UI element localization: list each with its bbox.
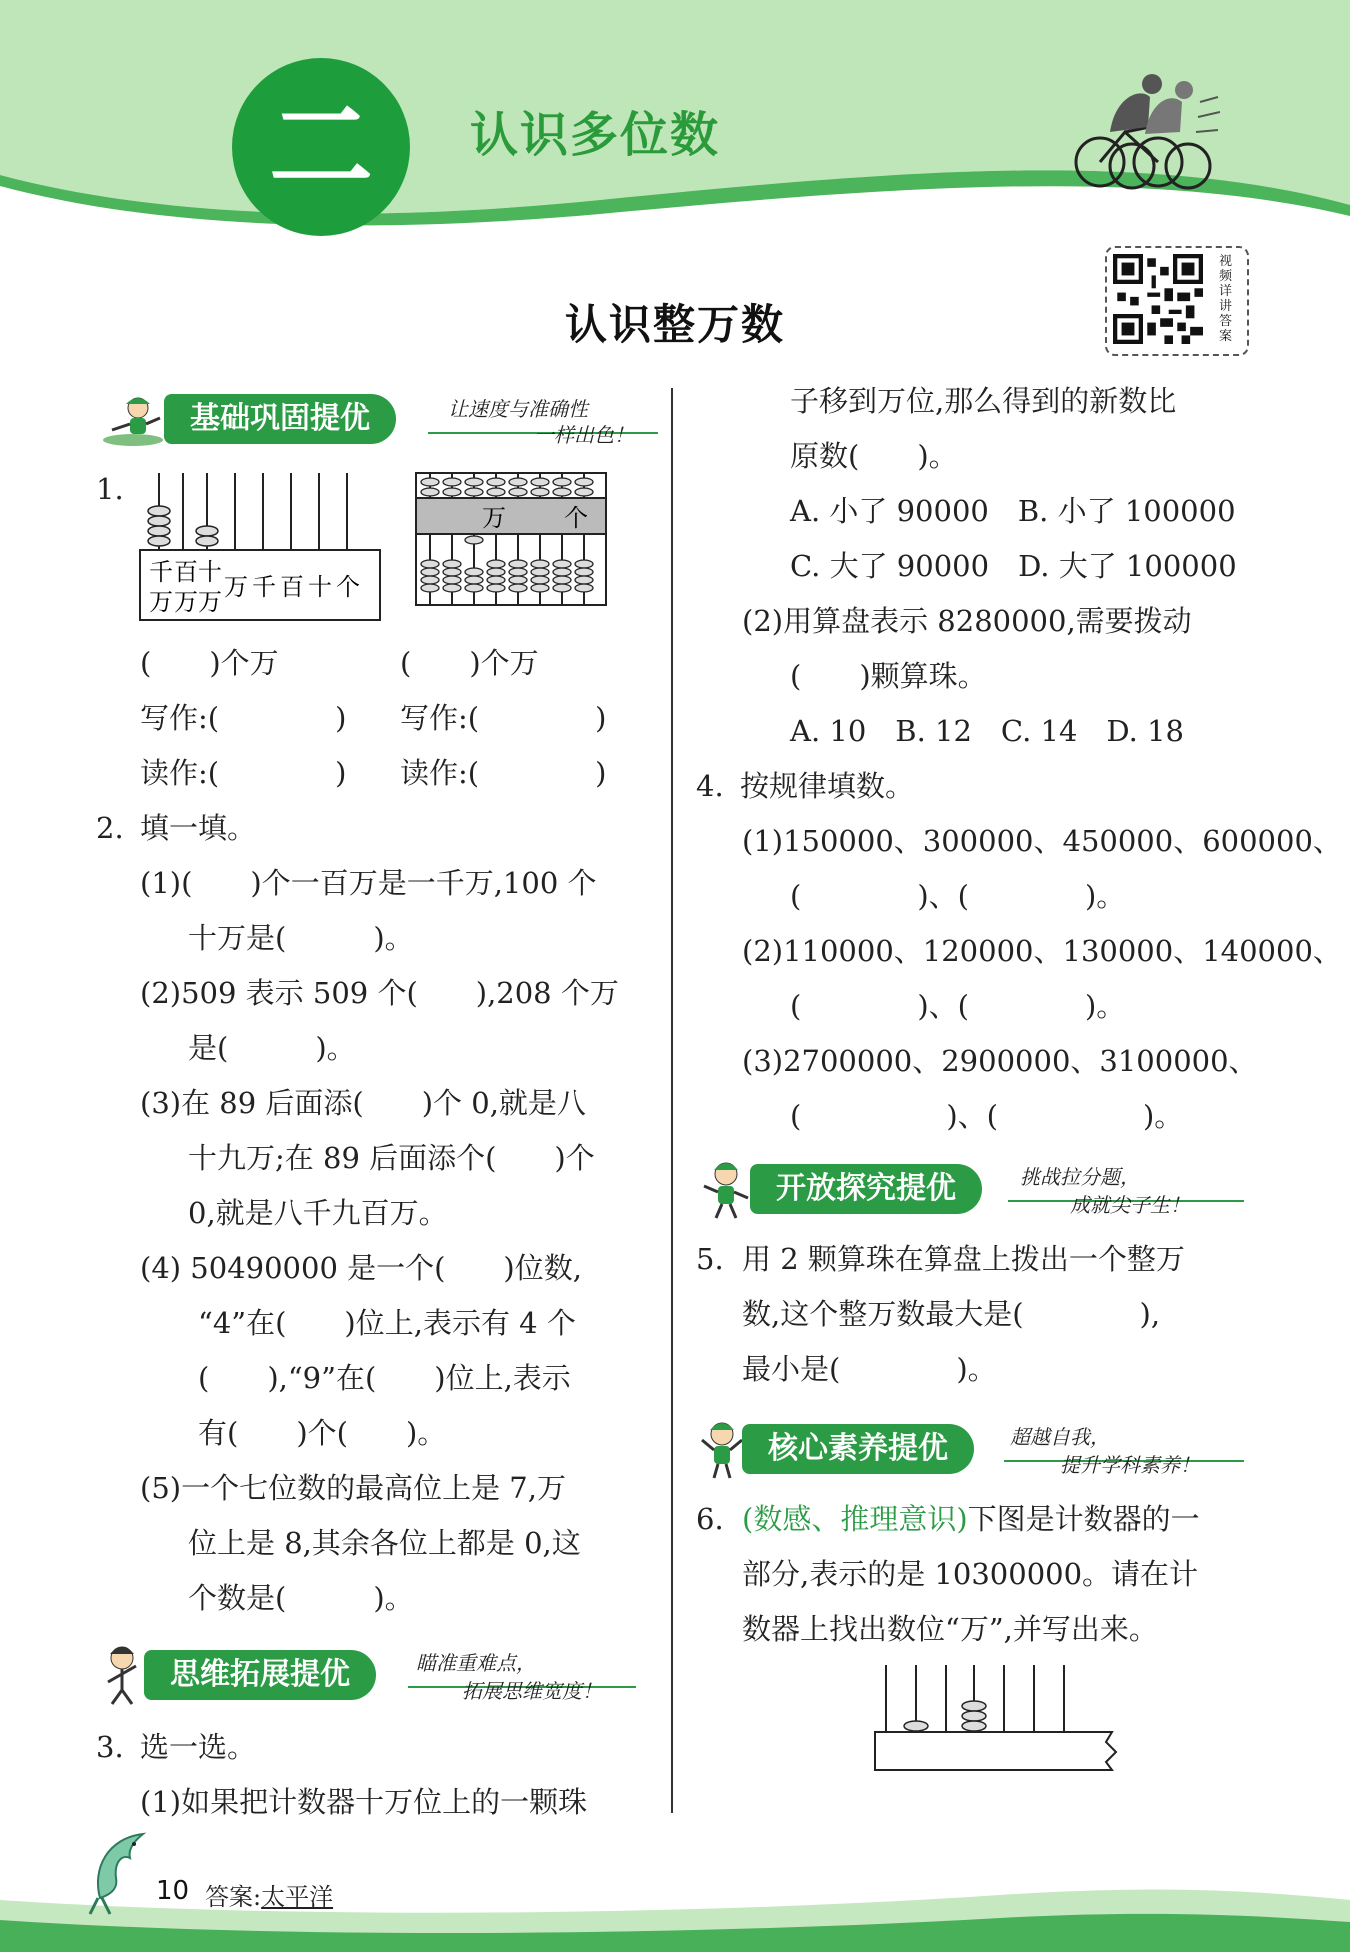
q2-line-7: 0,就是八千九百万。: [188, 1196, 448, 1230]
q1-read-b[interactable]: 读作:( ): [400, 756, 607, 790]
q2-line-1: (1)( )个一百万是一千万,100 个: [140, 866, 597, 900]
column-divider: [671, 388, 673, 1813]
q4-line-3: (2)110000、120000、130000、140000、: [742, 934, 1342, 968]
q3-title: 选一选。: [140, 1730, 257, 1764]
q4-line-5: (3)2700000、2900000、3100000、: [742, 1044, 1258, 1078]
banner-core-label: 核心素养提优: [742, 1424, 974, 1474]
q4-number: 4.: [696, 769, 724, 803]
q6-tag: (数感、推理意识): [742, 1502, 968, 1536]
q2-title: 填一填。: [140, 811, 257, 845]
q3-option-cd: C. 大了 90000 D. 大了 100000: [790, 549, 1237, 583]
q2-line-8: (4) 50490000 是一个( )位数,: [140, 1251, 582, 1285]
banner-explore-slogan1: 挑战拉分题，: [1020, 1165, 1140, 1189]
banner-explore-slogan2: 成就尖子生！: [1070, 1193, 1190, 1217]
q3-line-1: (1)如果把计数器十万位上的一颗珠: [140, 1785, 588, 1819]
answer-note: [205, 1877, 333, 1912]
cyclists-illustration: [1070, 62, 1220, 192]
q1-write-a[interactable]: 写作:( ): [140, 701, 347, 735]
footer-band: [0, 1860, 1350, 1952]
q1-number: 1.: [96, 472, 124, 506]
q1-counter-label-shi2: 十: [308, 575, 332, 601]
answer-value: 太平洋: [261, 1883, 334, 1911]
page-number: 10: [156, 1876, 190, 1906]
q2-line-10: ( ),“9”在( )位上,表示: [198, 1361, 571, 1395]
q3-line-3: 原数( )。: [790, 439, 958, 473]
banner-core: [698, 1424, 1244, 1476]
footer-wave: [0, 1860, 1350, 1952]
q1-counter-label-qian: 千: [149, 560, 173, 586]
banner-thinking-slogan2: 拓展思维宽度！: [462, 1679, 602, 1703]
chapter-title: 认识多位数: [470, 107, 721, 163]
q1-blank-a[interactable]: ( )个万: [140, 646, 279, 680]
q2-line-4: 是( )。: [188, 1031, 356, 1065]
q6-counter-figure: [870, 1660, 1120, 1775]
q2-line-3: (2)509 表示 509 个( ),208 个万: [140, 976, 619, 1010]
q2-line-14: 个数是( )。: [188, 1581, 414, 1615]
q3-line-2: 子移到万位,那么得到的新数比: [790, 384, 1177, 418]
q4-line-4: ( )、( )。: [790, 989, 1126, 1023]
q2-line-13: 位上是 8,其余各位上都是 0,这: [188, 1526, 581, 1560]
kid-explore-icon: [698, 1158, 754, 1222]
q1-counter-label-bai: 百: [174, 560, 198, 586]
q1-counter-label-wan: 万: [224, 575, 248, 601]
q5-line-2: 数,这个整万数最大是( ),: [742, 1297, 1161, 1331]
q1-abacus-figure: [412, 468, 612, 610]
q3-option-ab: A. 小了 90000 B. 小了 100000: [790, 494, 1236, 528]
q4-line-1: (1)150000、300000、450000、600000、: [742, 824, 1342, 858]
banner-basic: [98, 394, 658, 446]
q1-abacus-label-ge: 个: [564, 506, 588, 532]
q1-counter-label-shi: 十: [198, 560, 222, 586]
q6-line-3: 数器上找出数位“万”,并写出来。: [742, 1612, 1158, 1646]
answer-label: 答案:: [205, 1883, 262, 1911]
q4-line-6: ( )、( )。: [790, 1099, 1184, 1133]
banner-core-slogan2: 提升学科素养！: [1060, 1453, 1200, 1477]
q1-write-b[interactable]: 写作:( ): [400, 701, 607, 735]
q1-counter-label-bai2: 百: [280, 575, 304, 601]
q1-counter-label-wan1: 万: [149, 590, 173, 616]
banner-core-slogan1: 超越自我，: [1010, 1425, 1110, 1449]
banner-basic-label: 基础巩固提优: [164, 394, 396, 444]
banner-explore-label: 开放探究提优: [750, 1164, 982, 1214]
banner-thinking-label: 思维拓展提优: [144, 1650, 376, 1700]
q3-line-5: ( )颗算珠。: [790, 659, 987, 693]
q2-line-11: 有( )个( )。: [198, 1416, 447, 1450]
banner-basic-slogan2: 一样出色！: [534, 423, 634, 447]
q1-counter-label-wan3: 万: [198, 590, 222, 616]
q2-line-5: (3)在 89 后面添( )个 0,就是八: [140, 1086, 586, 1120]
q5-number: 5.: [696, 1242, 724, 1276]
q3-options-2: A. 10 B. 12 C. 14 D. 18: [790, 714, 1184, 748]
kid-thinking-icon: [98, 1644, 148, 1708]
kid-core-icon: [698, 1418, 746, 1482]
q4-title: 按规律填数。: [740, 769, 915, 803]
q6-number: 6.: [696, 1502, 724, 1536]
banner-basic-slogan1: 让速度与准确性: [448, 397, 588, 421]
banner-thinking: [98, 1650, 638, 1702]
qr-code-box[interactable]: [1105, 246, 1249, 356]
q2-number: 2.: [96, 811, 124, 845]
q3-line-4: (2)用算盘表示 8280000,需要拨动: [742, 604, 1192, 638]
q3-number: 3.: [96, 1730, 124, 1764]
q6-line-1-rest: 下图是计数器的一: [967, 1502, 1200, 1536]
q5-line-3: 最小是( )。: [742, 1352, 997, 1386]
q5-line-1: 用 2 颗算珠在算盘上拨出一个整万: [742, 1242, 1185, 1276]
q6-line-1: [742, 1492, 1200, 1547]
qr-code-icon: [1113, 254, 1203, 344]
section-title: 认识整万数: [564, 300, 785, 349]
chapter-number: 二: [232, 58, 410, 236]
q1-blank-b[interactable]: ( )个万: [400, 646, 539, 680]
dolphin-icon: [88, 1828, 158, 1918]
q1-counter-figure: [135, 468, 385, 628]
q2-line-6: 十九万;在 89 后面添个( )个: [188, 1141, 595, 1175]
q1-counter-label-wan2: 万: [174, 590, 198, 616]
qr-label: 视频详讲答案: [1219, 254, 1233, 344]
q4-line-2: ( )、( )。: [790, 879, 1126, 913]
q2-line-9: “4”在( )位上,表示有 4 个: [198, 1306, 576, 1340]
q2-line-2: 十万是( )。: [188, 921, 414, 955]
q6-line-2: 部分,表示的是 10300000。请在计: [742, 1557, 1199, 1591]
q1-read-a[interactable]: 读作:( ): [140, 756, 347, 790]
banner-thinking-slogan1: 瞄准重难点，: [416, 1651, 536, 1675]
q1-counter-label-qian2: 千: [252, 575, 276, 601]
kid-skateboard-icon: [98, 394, 168, 452]
q2-line-12: (5)一个七位数的最高位上是 7,万: [140, 1471, 566, 1505]
q1-counter-label-ge: 个: [336, 575, 360, 601]
banner-explore: [698, 1164, 1244, 1216]
q1-abacus-label-wan: 万: [482, 506, 506, 532]
